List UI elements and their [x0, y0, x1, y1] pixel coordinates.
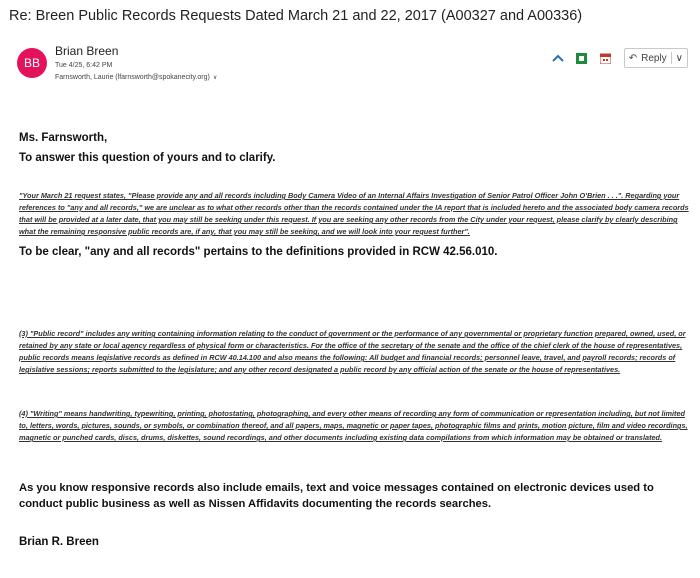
reply-divider [671, 52, 672, 64]
writing-definition: (4) "Writing" means handwriting, typewriting, printing, photostating, photographing, and every other means of recording any form of communication or representation including, but not limited to, letters, words, pictures, sounds, or symbols, or combination thereof, and all papers, maps, magnetic or paper tapes, photographic films and prints, motion picture, film and video recordings, magnetic or punched cards, discs, drums, diskettes, sound recordings, and other documents including existing data compilations from which information may be obtained or translated. [19, 409, 688, 442]
chevron-down-icon[interactable]: ∨ [212, 75, 218, 81]
clarification-text: To be clear, "any and all records" pertains to the definitions provided in RCW 42.56.010. [19, 246, 498, 258]
collapse-up-icon[interactable] [552, 52, 564, 64]
chevron-down-icon[interactable]: ∨ [675, 52, 683, 64]
reply-arrow-icon: ↶ [628, 52, 638, 64]
red-calendar-icon[interactable] [600, 52, 612, 64]
greeting: Ms. Farnsworth, [19, 132, 108, 144]
email-date: Tue 4/25, 6:42 PM [55, 62, 113, 69]
reply-button[interactable] [624, 48, 688, 68]
sender-name[interactable]: Brian Breen [55, 44, 119, 58]
quoted-request: "Your March 21 request states, "Please provide any and all records including Body Camera Video of an Internal Affairs Investigation of Senior Patrol Officer John O'Brien . . .". Regarding your references to "any and all records," we are unclear as to what other records other than the records contained under the IA report that is included hereto and the associated body camera records that will be provided at a later date, that you may still be seeking under this request. If you are seeking any other records from the City under your request, please clarify by clearly describing what the remaining responsive public records are, if any, that you may still be seeking, and we will look into your request further". [19, 191, 689, 236]
closing-paragraph: As you know responsive records also include emails, text and voice messages contained on electronic devices used to conduct public business as well as Nissen Affidavits documenting the records searches. [19, 482, 654, 510]
avatar[interactable]: BB [17, 48, 47, 78]
email-subject: Re: Breen Public Records Requests Dated March 21 and 22, 2017 (A00327 and A00336) [9, 8, 583, 24]
public-record-definition: (3) "Public record" includes any writing containing information relating to the conduct of government or the performance of any governmental or proprietary function prepared, owned, used, or retained by any state or local agency regardless of physical form or characteristics. For the office of the secretary of the senate and the office of the chief clerk of the house of representatives, public records means legislative records as defined in RCW 40.14.100 and also means the following: All budget and financial records; personnel leave, travel, and payroll records; records of legislative sessions; reports submitted to the legislature; and any other record designated a public record by any official action of the senate or the house of representatives. [19, 329, 686, 374]
signature: Brian R. Breen [19, 536, 99, 548]
message-toolbar [552, 48, 688, 68]
reply-label: Reply [641, 52, 667, 64]
recipient-text: Farnsworth, Laurie (lfarnsworth@spokanecity.org) [55, 74, 210, 81]
intro-text: To answer this question of yours and to clarify. [19, 152, 276, 164]
green-square-icon[interactable] [576, 52, 588, 64]
recipient-line[interactable] [55, 74, 217, 81]
